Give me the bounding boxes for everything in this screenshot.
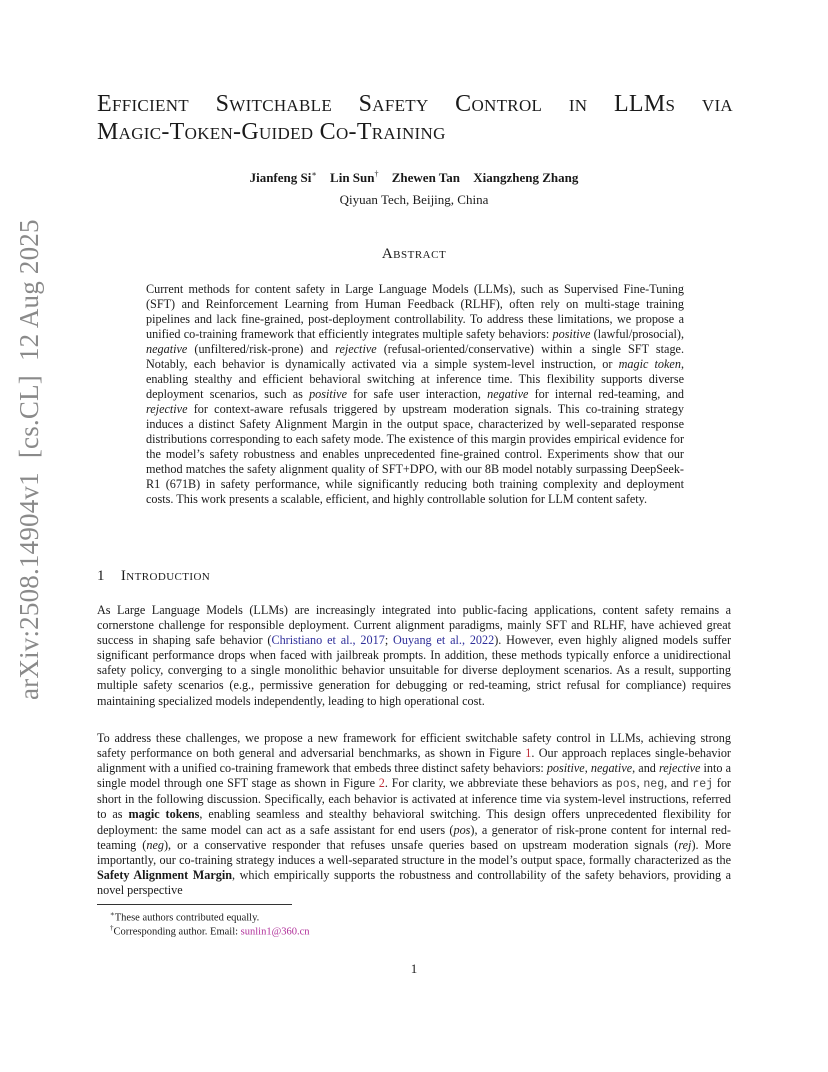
footnote-divider bbox=[97, 904, 292, 905]
citation-link[interactable]: Christiano et al., 2017 bbox=[271, 633, 385, 648]
email-link[interactable]: sunlin1@360.cn bbox=[240, 926, 310, 938]
figure-1-link[interactable]: 1 bbox=[525, 746, 532, 761]
equal-contribution-mark: ∗ bbox=[311, 170, 317, 179]
arxiv-date: 12 Aug 2025 bbox=[14, 219, 44, 362]
section-number: 1 bbox=[97, 568, 105, 584]
author: Lin Sun† bbox=[330, 170, 379, 186]
arxiv-category: [cs.CL] bbox=[14, 375, 44, 459]
page-number: 1 bbox=[410, 961, 418, 976]
intro-paragraph-1: As Large Language Models (LLMs) are increasingly integrated into public-facing applications, content safety remains a cornerstone challenge for responsible deployment. Current alignment paradigms, mainly SFT and RLHF, have achieved great success in shaping safe behavior (Christiano et al., 2017; Ouyang et al., 2022). However, even highly aligned models suffer significant performance drops when faced with jailbreak prompts. In addition, these methods typically enforce a unidirectional safety policy, converging to a single monolithic behavior unsuitable for diverse deployment scenarios. As a result, supporting multiple safety scenarios (e.g., permissive generation for debugging or red-teaming, strict refusal for compliance) requires maintaining specialized models independently, leading to high operational cost. bbox=[97, 603, 732, 708]
arxiv-identifier-stamp bbox=[14, 219, 45, 700]
title-line-1: Efficient Switchable Safety Control in LLMs via bbox=[97, 91, 733, 117]
section-title: Introduction bbox=[120, 568, 211, 584]
figure-2-link[interactable]: 2 bbox=[378, 776, 385, 791]
corresponding-author-mark: † bbox=[374, 170, 379, 179]
author: Xiangzheng Zhang bbox=[473, 170, 579, 186]
paper-title bbox=[97, 90, 733, 146]
title-line-2: Magic-Token-Guided Co-Training bbox=[97, 119, 446, 145]
intro-paragraph-2: To address these challenges, we propose a new framework for efficient switchable safety control in LLMs, achieving strong safety performance on both general and adversarial benchmarks, as shown in Figure 1. Our approach replaces single-behavior alignment with a unified co-training framework that embeds three distinct safety behaviors: positive, negative, and rejective into a single model through one SFT stage as shown in Figure 2. For clarity, we abbreviate these behaviors as pos, neg, and rej for short in the following discussion. Specifically, each behavior is activated at inference time via system-level instructions, referred to as magic tokens, enabling seamless and stealthy behavioral switching. This design offers unprecedented flexibility for deployment: the same model can act as a safe assistant for end users (pos), a generator of risk-prone content for internal red-teaming (neg), or a conservative responder that refuses unsafe queries based on upstream moderation signals (rej). More importantly, our co-training strategy induces a well-separated structure in the model’s output space, formally characterized as the Safety Alignment Margin, which empirically supports the robustness and controllability of the safety behaviors, providing a novel perspective bbox=[97, 731, 732, 897]
abstract-body: Current methods for content safety in Large Language Models (LLMs), such as Supervised Fine-Tuning (SFT) and Reinforcement Learning from Human Feedback (RLHF), often rely on multi-stage training pipelines and lack fine-grained, post-deployment controllability. To address these limitations, we propose a unified co-training framework that efficiently integrates multiple safety behaviors: positive (lawful/prosocial), negative (unfiltered/risk-prone) and rejective (refusal-oriented/conservative) within a single SFT stage. Notably, each behavior is dynamically activated via a simple system-level instruction, or magic token, enabling stealthy and efficient behavioral switching at inference time. This flexibility supports diverse deployment scenarios, such as positive for safe user interaction, negative for internal red-teaming, and rejective for context-aware refusals triggered by upstream moderation signals. This co-training strategy induces a distinct Safety Alignment Margin in the output space, characterized by well-separated response distributions corresponding to each safety mode. The existence of this margin provides empirical evidence for the model’s safety robustness and enables unprecedented fine-grained control. Experiments show that our method matches the safety alignment quality of SFT+DPO, with our 8B model notably surpassing DeepSeek-R1 (671B) in safety performance, while significantly reducing both training complexity and deployment costs. This work presents a scalable, efficient, and highly controllable solution for LLM content safety. bbox=[146, 282, 685, 506]
author: Jianfeng Si∗ bbox=[249, 170, 317, 186]
abstract-heading: Abstract bbox=[381, 246, 447, 262]
author-list bbox=[0, 170, 828, 186]
author: Zhewen Tan bbox=[391, 170, 461, 186]
footnote-equal-contribution: ∗These authors contributed equally. bbox=[110, 910, 260, 924]
arxiv-id: arXiv:2508.14904v1 bbox=[14, 472, 44, 700]
footnote-corresponding-author: †Corresponding author. Email: sunlin1@360.cn bbox=[110, 924, 310, 938]
affiliation: Qiyuan Tech, Beijing, China bbox=[339, 192, 489, 207]
section-heading-introduction bbox=[97, 568, 210, 585]
citation-link[interactable]: Ouyang et al., 2022 bbox=[393, 633, 495, 648]
